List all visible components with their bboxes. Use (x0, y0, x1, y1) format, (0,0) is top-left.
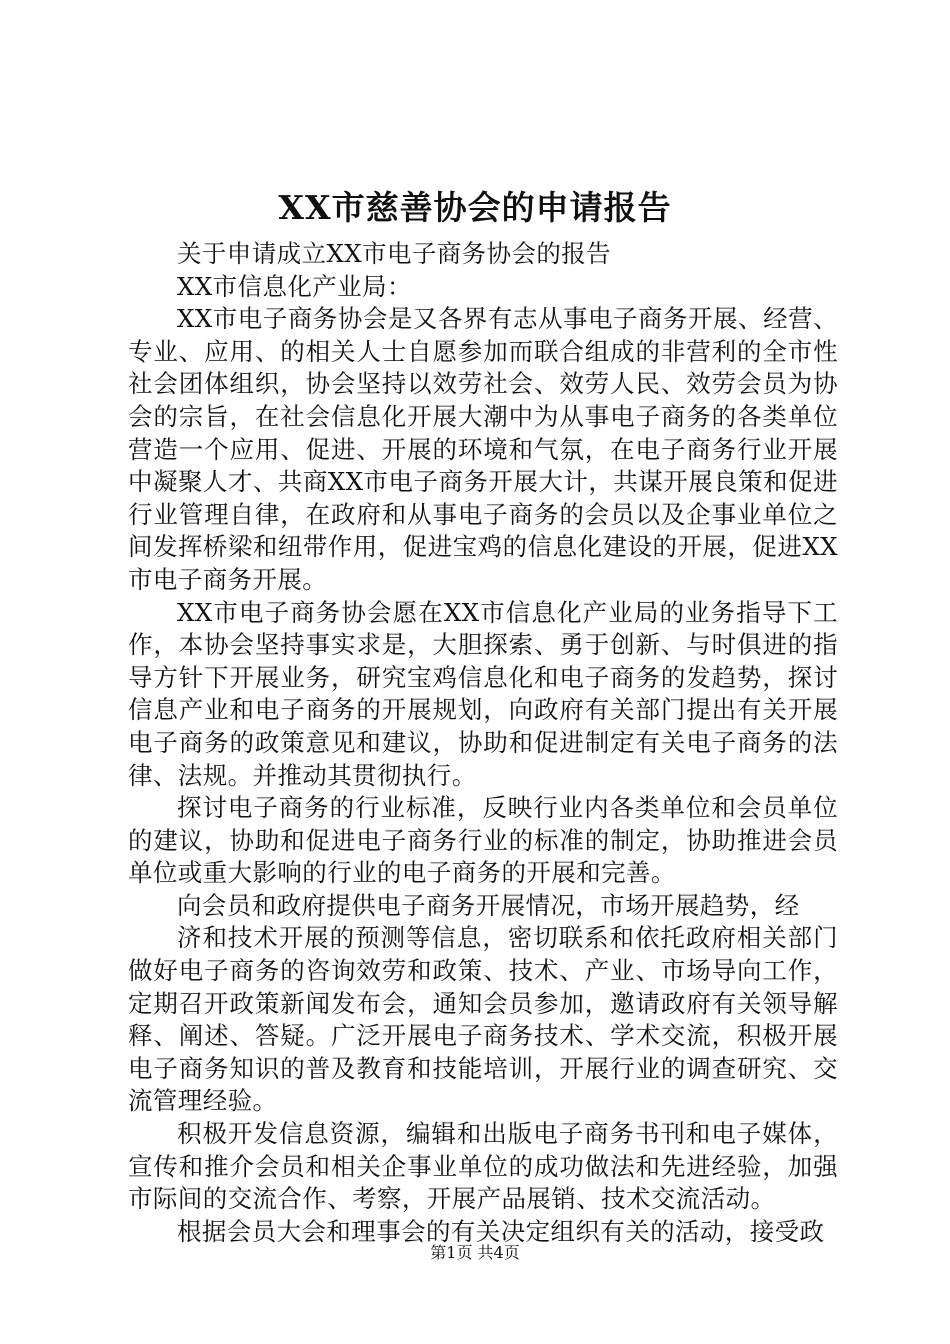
document-title: XX市慈善协会的申请报告 (278, 188, 672, 227)
page-footer: 第1页 共4页 (430, 1243, 520, 1262)
paragraph-addressee: XX市信息化产业局： (177, 271, 412, 301)
paragraph: 探讨电子商务的行业标准，反映行业内各类单位和会员单位的建议，协助和促进电子商务行业的标准的制定，协助推进会员单位或重大影响的行业的电子商务的开展和完善。 (128, 793, 838, 888)
paragraph-subject: 关于申请成立XX市电子商务协会的报告 (177, 239, 612, 268)
paragraph: 济和技术开展的预测等信息，密切联系和依托政府相关部门做好电子商务的咨询效劳和政策、技术、产业、市场导向工作，定期召开政策新闻发布会，通知会员参加，邀请政府有关领导解释、阐述、答疑。广泛开展电子商务技术、学术交流，积极开展电子商务知识的普及教育和技能培训，开展行业的调查研究、交流管理经验。 (128, 923, 838, 1116)
paragraph: 积极开发信息资源，编辑和出版电子商务书刊和电子媒体，宣传和推介会员和相关企事业单位的成功做法和先进经验，加强市际间的交流合作、考察，开展产品展销、技术交流活动。 (128, 1119, 838, 1214)
paragraph: 向会员和政府提供电子商务开展情况，市场开展趋势，经 (177, 890, 800, 920)
paragraph: 根据会员大会和理事会的有关决定组织有关的活动，接受政 (177, 1216, 825, 1246)
paragraph: XX市电子商务协会愿在XX市信息化产业局的业务指导下工作，本协会坚持事实求是，大胆探索、勇于创新、与时俱进的指导方针下开展业务，研究宝鸡信息化和电子商务的发趋势，探讨信息产业和电子商务的开展规划，向政府有关部门提出有关开展电子商务的政策意见和建议，协助和促进制定有关电子商务的法律、法规。并推动其贯彻执行。 (128, 597, 838, 790)
paragraph: XX市电子商务协会是又各界有志从事电子商务开展、经营、专业、应用、的相关人士自愿参加而联合组成的非营利的全市性社会团体组织，协会坚持以效劳社会、效劳人民、效劳会员为协会的宗旨，在社会信息化开展大潮中为从事电子商务的各类单位营造一个应用、促进、开展的环境和气氛，在电子商务行业开展中凝聚人才、共商XX市电子商务开展大计，共谋开展良策和促进行业管理自律，在政府和从事电子商务的会员以及企事业单位之间发挥桥梁和纽带作用，促进宝鸡的信息化建设的开展，促进XX市电子商务开展。 (128, 304, 838, 594)
document-body (128, 238, 838, 1248)
